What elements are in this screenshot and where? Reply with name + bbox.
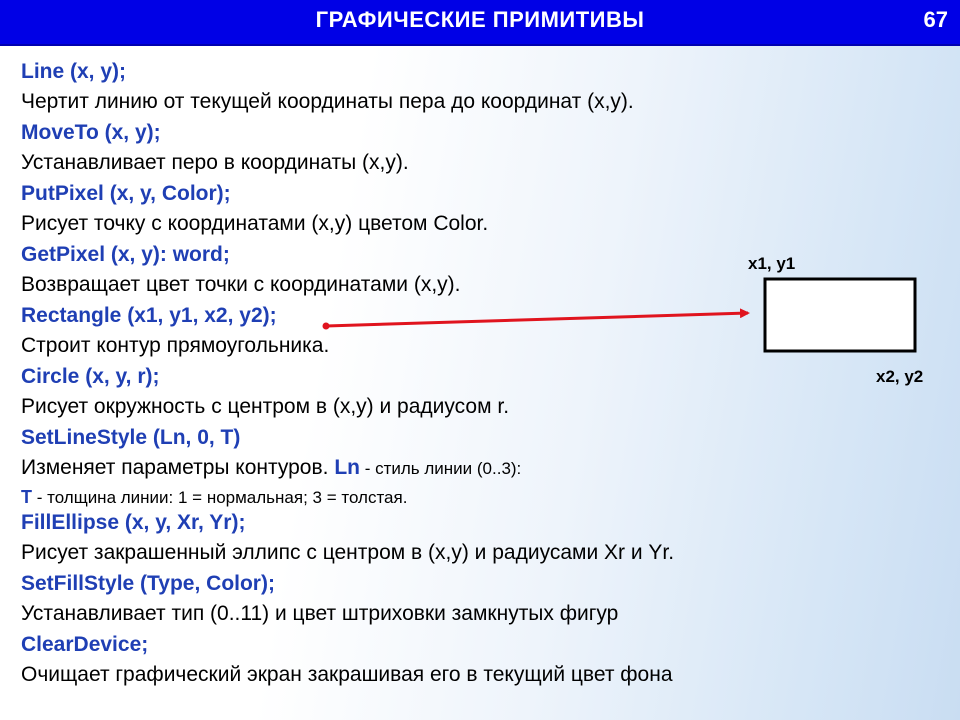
- list-item: [21, 508, 941, 569]
- function-description: Возвращает цвет точки с координатами (x,y).: [21, 273, 461, 296]
- top-left-coord-label: x1, y1: [748, 254, 796, 273]
- function-description: Устанавливает тип (0..11) и цвет штриховки замкнутых фигур: [21, 602, 619, 625]
- function-description: Устанавливает перо в координаты (x,y).: [21, 151, 409, 174]
- list-item: [21, 569, 941, 630]
- list-item: [21, 57, 941, 118]
- function-signature: Circle (x, y, r);: [21, 365, 160, 388]
- list-item: [21, 301, 941, 362]
- function-description: Очищает графический экран закрашивая его в текущий цвет фона: [21, 663, 673, 686]
- page-number: 67: [923, 7, 948, 32]
- function-description: Строит контур прямоугольника.: [21, 334, 330, 357]
- list-item: [21, 179, 941, 240]
- function-signature: SetLineStyle (Ln, 0, T): [21, 426, 241, 449]
- bottom-right-coord-label: x2, y2: [876, 367, 924, 386]
- function-signature: ClearDevice;: [21, 633, 149, 656]
- function-signature: PutPixel (x, y, Color);: [21, 182, 231, 205]
- function-signature: Line (x, y);: [21, 60, 127, 83]
- primitives-list: [21, 57, 941, 691]
- function-signature: GetPixel (x, y): word;: [21, 243, 230, 266]
- param-t-text: - толщина линии: 1 = нормальная; 3 = толстая.: [32, 488, 408, 507]
- description-main: Изменяет параметры контуров.: [21, 456, 329, 479]
- function-description: Рисует закрашенный эллипс с центром в (x,y) и радиусами Xr и Yr.: [21, 541, 675, 564]
- function-description-line2: [21, 484, 941, 508]
- function-signature: FillEllipse (x, y, Xr, Yr);: [21, 511, 246, 534]
- param-ln: Ln: [334, 456, 360, 479]
- function-description: Рисует точку с координатами (x,y) цветом Color.: [21, 212, 489, 235]
- slide-header: [0, 0, 960, 46]
- function-signature: SetFillStyle (Type, Color);: [21, 572, 275, 595]
- slide-title: ГРАФИЧЕСКИЕ ПРИМИТИВЫ: [315, 7, 645, 32]
- list-item: [21, 423, 941, 508]
- function-signature: MoveTo (x, y);: [21, 121, 161, 144]
- function-signature: Rectangle (x1, y1, x2, y2);: [21, 304, 277, 327]
- param-t: T: [21, 487, 32, 507]
- function-description: [21, 453, 941, 484]
- param-ln-text: - стиль линии (0..3):: [359, 459, 522, 478]
- function-description: Рисует окружность с центром в (x,y) и радиусом r.: [21, 395, 510, 418]
- list-item: [21, 118, 941, 179]
- list-item: [21, 240, 941, 301]
- function-description: Чертит линию от текущей координаты пера до координат (x,y).: [21, 90, 634, 113]
- list-item: [21, 630, 941, 691]
- list-item: [21, 362, 941, 423]
